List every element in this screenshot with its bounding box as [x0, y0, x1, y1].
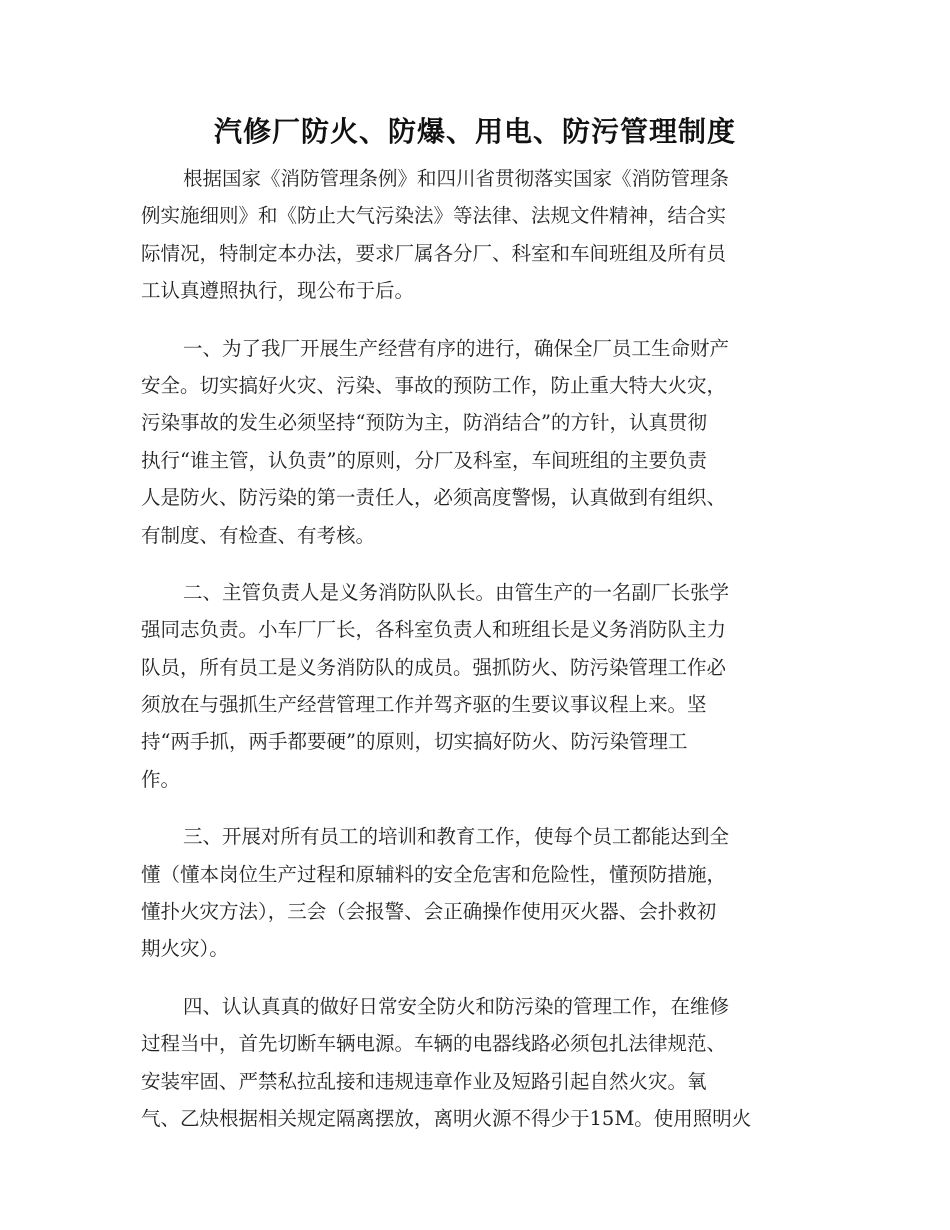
paragraph-gap — [141, 554, 803, 574]
text-line: 安全。切实搞好火灾、污染、事故的预防工作，防止重大特大火灾， — [141, 373, 727, 397]
document-title: 汽修厂防火、防爆、用电、防污管理制度 — [213, 115, 736, 148]
text-line: 有制度、有检查、有考核。 — [141, 523, 376, 547]
paragraph-section-3 — [141, 818, 803, 968]
text-line: 须放在与强抓生产经营管理工作并驾齐驱的生要议事议程上来。坚 — [141, 693, 707, 717]
text-line: 安装牢固、严禁私拉乱接和违规违章作业及短路引起自然火灾。氧 — [141, 1069, 707, 1093]
paragraph-gap — [141, 968, 803, 988]
text-line: 过程当中，首先切断车辆电源。车辆的电器线路必须包扎法律规范、 — [141, 1032, 727, 1056]
text-line: 持“两手抓，两手都要硬”的原则，切实搞好防火、防污染管理工 — [141, 730, 688, 754]
text-line: 例实施细则》和《防止大气污染法》等法律、法规文件精神，结合实 — [141, 204, 727, 228]
text-line: 一、为了我厂开展生产经营有序的进行，确保全厂员工生命财产 — [183, 336, 730, 360]
text-line: 执行“谁主管，认负责”的原则，分厂及科室，车间班组的主要负责 — [141, 448, 707, 472]
text-line: 人是防火、防污染的第一责任人，必须高度警惕，认真做到有组织、 — [141, 486, 727, 510]
text-line: 根据国家《消防管理条例》和四川省贯彻落实国家《消防管理条 — [183, 167, 730, 190]
text-line: 作。 — [141, 767, 181, 791]
text-line: 四、认认真真的做好日常安全防火和防污染的管理工作，在维修 — [183, 994, 730, 1018]
text-line: 二、主管负责人是义务消防队队长。由管生产的一名副厂长张学 — [183, 580, 730, 604]
text-line: 三、开展对所有员工的培训和教育工作，使每个员工都能达到全 — [183, 825, 730, 849]
text-line: 污染事故的发生必须坚持“预防为主，防消结合”的方针，认真贯彻 — [141, 411, 707, 435]
paragraph-section-2 — [141, 574, 803, 798]
paragraph-gap — [141, 798, 803, 818]
text-line: 工认真遵照执行，现公布于后。 — [141, 279, 415, 303]
text-line: 队员，所有员工是义务消防队的成员。强抓防火、防污染管理工作必 — [141, 655, 727, 679]
paragraph-intro — [141, 160, 803, 310]
text-line: 期火灾）。 — [141, 937, 229, 961]
document-body — [141, 160, 803, 1137]
paragraph-gap — [141, 310, 803, 330]
text-line: 懂（懂本岗位生产过程和原辅料的安全危害和危险性，懂预防措施， — [141, 862, 727, 886]
text-line: 际情况，特制定本办法，要求厂属各分厂、科室和车间班组及所有员 — [141, 241, 727, 265]
text-line: 强同志负责。小车厂厂长，各科室负责人和班组长是义务消防队主力 — [141, 618, 727, 642]
paragraph-section-1 — [141, 330, 803, 554]
text-line: 气、乙炔根据相关规定隔离摆放，离明火源不得少于15M。使用照明火 — [141, 1106, 752, 1130]
text-line: 懂扑火灾方法），三会（会报警、会正确操作使用灭火器、会扑救初 — [141, 900, 717, 924]
paragraph-section-4 — [141, 988, 803, 1138]
